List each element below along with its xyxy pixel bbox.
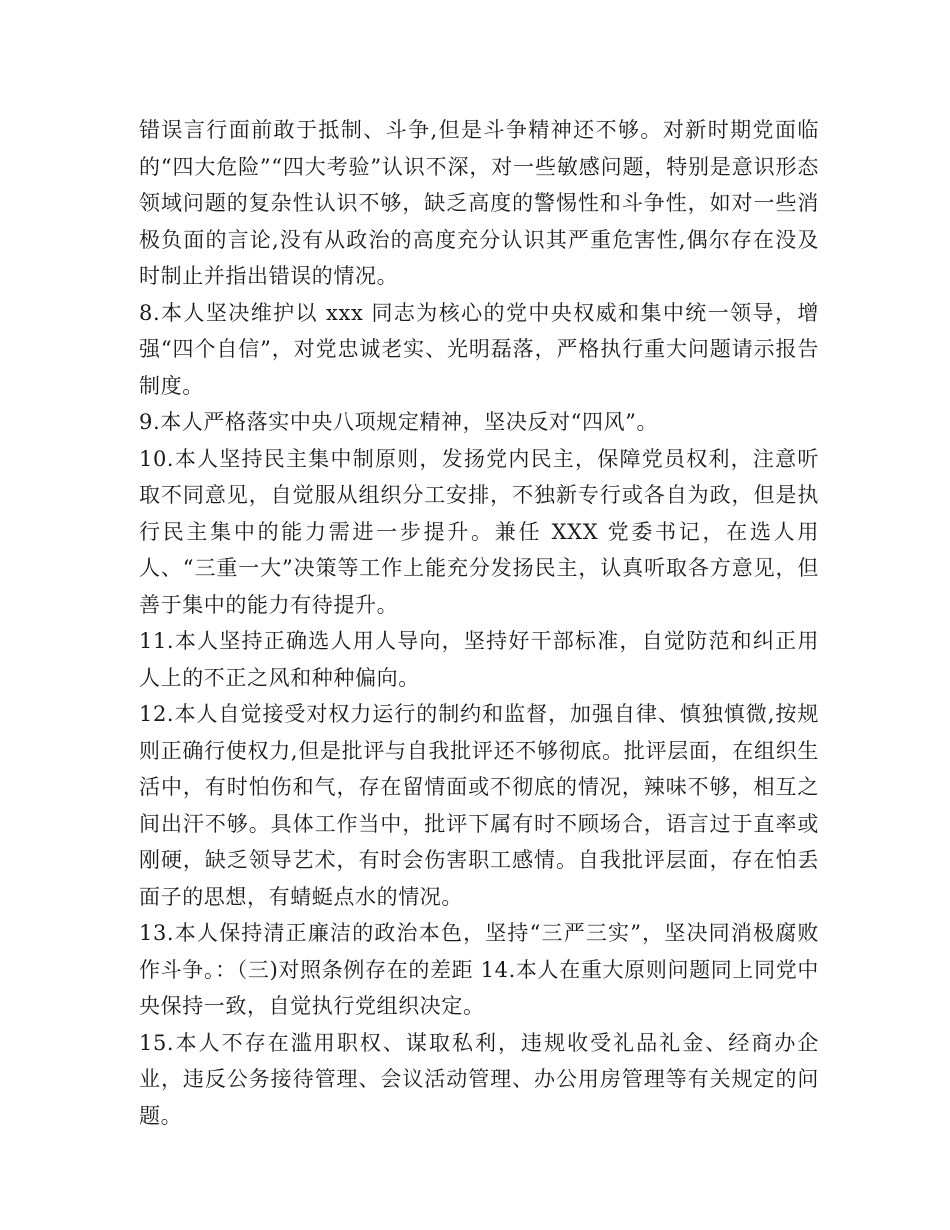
document-body (139, 112, 819, 1134)
paragraph-item-13: 13.本人保持清正廉洁的政治本色，坚持“三严三实”，坚决同消极腐败作斗争。：（三)对照条例存在的差距 14.本人在重大原则问题同上同党中央保持一致，自觉执行党组织决定。 (139, 921, 819, 1018)
paragraph-item-12: 12.本人自觉接受对权力运行的制约和监督，加强自律、慎独慎微,按规则正确行使权力,但是批评与自我批评还不够彻底。批评层面，在组织生活中，有时怕伤和气，存在留情面或不彻底的情况，辣味不够，相互之间出汗不够。具体工作当中，批评下属有时不顾场合，语言过于直率或刚硬，缺乏领导艺术，有时会伤害职工感情。自我批评层面，存在怕丢面子的思想，有蜻蜓点水的情况。 (139, 702, 819, 909)
paragraph-continuation: 错误言行面前敢于抵制、斗争,但是斗争精神还不够。对新时期党面临的“四大危险”“四大考验”认识不深，对一些敏感问题，特别是意识形态领域问题的复杂性认识不够，缺乏高度的警惕性和斗争性，如对一些消极负面的言论,没有从政治的高度充分认识其严重危害性,偶尔存在没及时制止并指出错误的情况。 (139, 118, 819, 288)
paragraph-item-8: 8.本人坚决维护以 xxx 同志为核心的党中央权威和集中统一领导，增强“四个自信”，对党忠诚老实、光明磊落，严格执行重大问题请示报告制度。 (139, 300, 819, 398)
paragraph-item-9: 9.本人严格落实中央八项规定精神，坚决反对“四风”。 (139, 410, 659, 434)
paragraph-item-11: 11.本人坚持正确选人用人导向，坚持好干部标准，自觉防范和纠正用人上的不正之风和种种偏向。 (139, 629, 819, 690)
paragraph-item-10: 10.本人坚持民主集中制原则，发扬党内民主，保障党员权利，注意听取不同意见，自觉服从组织分工安排，不独新专行或各自为政，但是执行民主集中的能力需进一步提升。兼任 XXX 党委书记，在选人用人、“三重一大”决策等工作上能充分发扬民主，认真听取各方意见，但善于集中的能力有待提升。 (139, 446, 819, 617)
paragraph-item-15: 15.本人不存在滥用职权、谋取私利，违规收受礼品礼金、经商办企业，违反公务接待管理、会议活动管理、办公用房管理等有关规定的问题。 (139, 1030, 819, 1128)
